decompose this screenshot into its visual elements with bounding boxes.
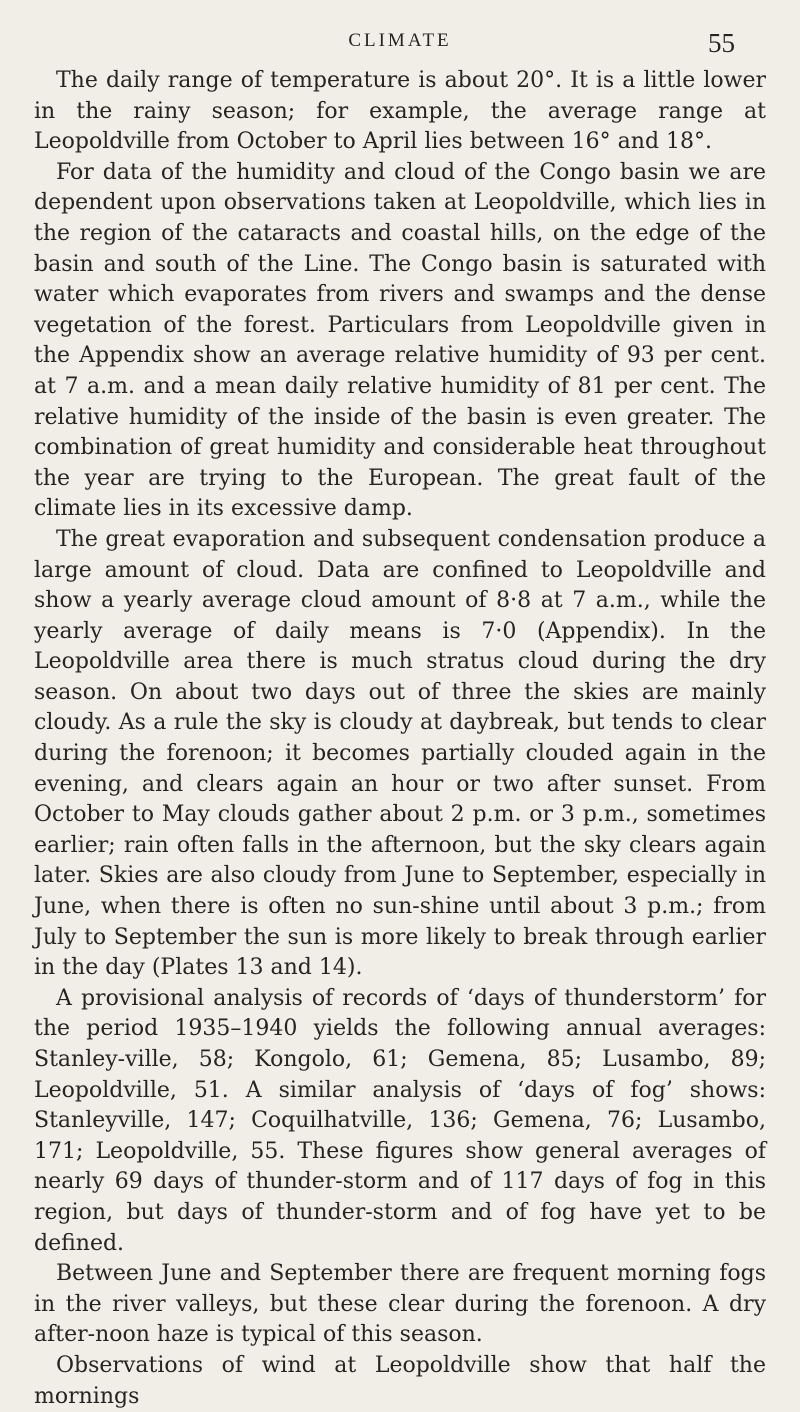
- page-number: 55: [708, 28, 735, 58]
- paragraph-thunderstorm-fog: A provisional analysis of records of ‘days of thunderstorm’ for the period 1935–1940 yields the following annual averages: Stanley-ville, 58; Kongolo, 61; Gemena, 85; Lusambo, 89; Leopoldville, 51. A similar analysis of ‘days of fog’ shows: Stanleyville, 147; Coquilhatville, 136; Gemena, 76; Lusambo, 171; Leopoldville, 55. These figures show general averages of nearly 69 days of thunder-storm and of 117 days of fog in this region, but days of thunder-storm and of fog have yet to be defined.: [34, 985, 766, 1256]
- paragraph-morning-fogs: Between June and September there are frequent morning fogs in the river valleys, but these clear during the forenoon. A dry after-noon haze is typical of this season.: [34, 1261, 766, 1348]
- paragraph-wind: Observations of wind at Leopoldville show that half the mornings: [34, 1352, 766, 1409]
- paragraph-humidity: For data of the humidity and cloud of the Congo basin we are dependent upon observations taken at Leopoldville, which lies in the region of the cataracts and coastal hills, on the edge of the basin and south of the Line. The Congo basin is saturated with water which evaporates from rivers and swamps and the dense vegetation of the forest. Particulars from Leopoldville given in the Appendix show an average relative humidity of 93 per cent. at 7 a.m. and a mean daily relative humidity of 81 per cent. The relative humidity of the inside of the basin is even greater. The combination of great humidity and considerable heat throughout the year are trying to the European. The great fault of the climate lies in its excessive damp.: [34, 159, 766, 522]
- paragraph-temperature-range: The daily range of temperature is about 20°. It is a little lower in the rainy season; for example, the average range at Leopoldville from October to April lies between 16° and 18°.: [34, 68, 766, 155]
- body-text: [34, 66, 766, 1412]
- running-head: [0, 30, 800, 60]
- running-title: CLIMATE: [348, 30, 452, 51]
- paragraph-cloud: The great evaporation and subsequent condensation produce a large amount of cloud. Data are confined to Leopoldville and show a yearly average cloud amount of 8·8 at 7 a.m., while the yearly average of daily means is 7·0 (Appendix). In the Leopoldville area there is much stratus cloud during the dry season. On about two days out of three the skies are mainly cloudy. As a rule the sky is cloudy at daybreak, but tends to clear during the forenoon; it becomes partially clouded again in the evening, and clears again an hour or two after sunset. From October to May clouds gather about 2 p.m. or 3 p.m., sometimes earlier; rain often falls in the afternoon, but the sky clears again later. Skies are also cloudy from June to September, especially in June, when there is often no sun-shine until about 3 p.m.; from July to September the sun is more likely to break through earlier in the day (Plates 13 and 14).: [34, 526, 766, 981]
